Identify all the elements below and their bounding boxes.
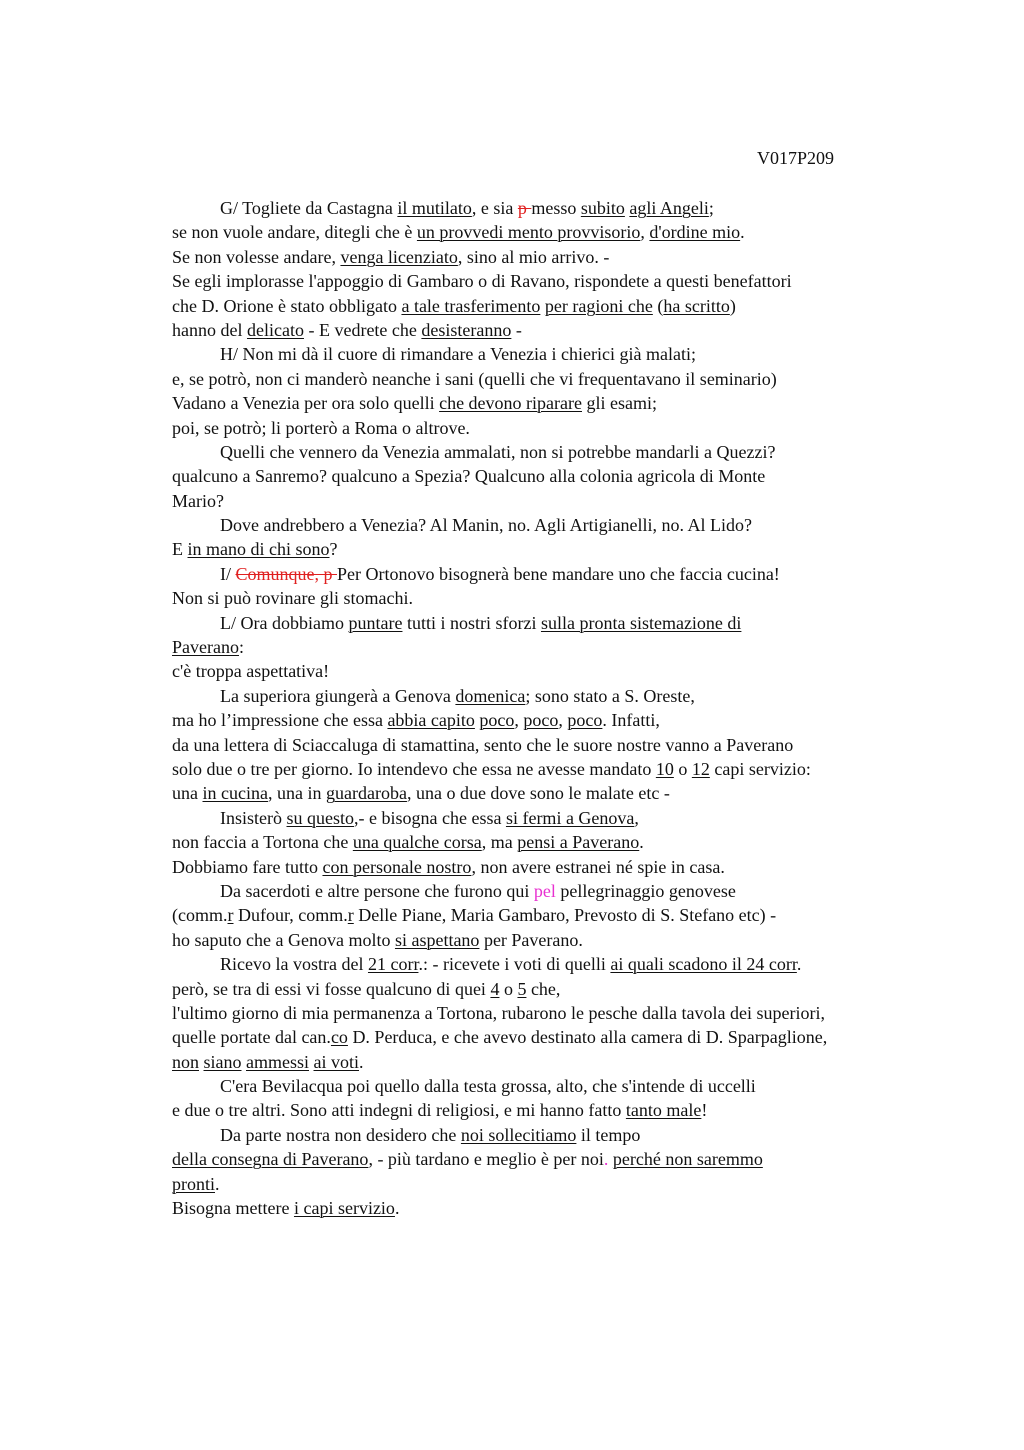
text-line: e due o tre altri. Sono atti indegni di religiosi, e mi hanno fatto tanto male!	[172, 1100, 708, 1121]
text-line: Quelli che vennero da Venezia ammalati, non si potrebbe mandarli a Quezzi?	[220, 441, 776, 462]
text-line: non siano ammessi ai voti.	[172, 1051, 364, 1072]
page-identifier: V017P209	[757, 148, 835, 168]
text-line: e, se potrò, non ci manderò neanche i sani (quelli che vi frequentavano il seminario)	[172, 368, 777, 389]
text-line: H/ Non mi dà il cuore di rimandare a Venezia i chierici già malati;	[220, 344, 696, 365]
text-line: l'ultimo giorno di mia permanenza a Tortona, rubarono le pesche dalla tavola dei superiori,	[172, 1002, 825, 1023]
text-line: poi, se potrò; li porterò a Roma o altrove.	[172, 417, 470, 438]
text-line: C'era Bevilacqua poi quello dalla testa grossa, alto, che s'intende di uccelli	[220, 1076, 756, 1097]
text-line: ho saputo che a Genova molto si aspettano per Paverano.	[172, 929, 583, 950]
text-line: G/ Togliete da Castagna il mutilato, e sia p messo subito agli Angeli;	[220, 198, 714, 218]
highlighted-text: .	[603, 1149, 609, 1170]
text-line: Insisterò su questo,- e bisogna che essa si fermi a Genova,	[220, 807, 639, 828]
text-line: che D. Orione è stato obbligato a tale trasferimento per ragioni che (ha scritto)	[172, 295, 736, 316]
text-line: ma ho l’impressione che essa abbia capito poco, poco, poco. Infatti,	[172, 710, 660, 731]
text-line: La superiora giungerà a Genova domenica; sono stato a S. Oreste,	[220, 685, 695, 706]
text-line: Paverano:	[172, 637, 244, 658]
text-line: E in mano di chi sono?	[172, 539, 338, 560]
text-line: non faccia a Tortona che una qualche corsa, ma pensi a Paverano.	[172, 832, 644, 853]
text-line: L/ Ora dobbiamo puntare tutti i nostri sforzi sulla pronta sistemazione di	[220, 612, 742, 633]
text-line: Dove andrebbero a Venezia? Al Manin, no. Agli Artigianelli, no. Al Lido?	[220, 515, 753, 536]
text-line: Ricevo la vostra del 21 corr.: - ricevete i voti di quelli ai quali scadono il 24 corr.	[220, 954, 802, 975]
text-line: però, se tra di essi vi fosse qualcuno di quei 4 o 5 che,	[172, 978, 561, 999]
text-line: Non si può rovinare gli stomachi.	[172, 588, 413, 609]
text-line: Mario?	[172, 490, 224, 511]
text-line: da una lettera di Sciaccaluga di stamattina, sento che le suore nostre vanno a Paverano	[172, 734, 794, 755]
text-line: se non vuole andare, ditegli che è un provvedi mento provvisorio, d'ordine mio.	[172, 222, 745, 243]
highlighted-text: pel	[533, 880, 556, 901]
text-line: quelle portate dal can.co D. Perduca, e che avevo destinato alla camera di D. Sparpaglione,	[172, 1027, 828, 1048]
text-line: Da parte nostra non desidero che noi sollecitiamo il tempo	[220, 1124, 641, 1145]
text-line: (comm.r Dufour, comm.r Delle Piane, Maria Gambaro, Prevosto di S. Stefano etc) -	[172, 905, 777, 926]
text-line: una in cucina, una in guardaroba, una o due dove sono le malate etc -	[172, 783, 670, 804]
text-line: pronti.	[172, 1173, 220, 1194]
text-line: qualcuno a Sanremo? qualcuno a Spezia? Qualcuno alla colonia agricola di Monte	[172, 466, 766, 487]
text-line: hanno del delicato - E vedrete che desisteranno -	[172, 319, 522, 340]
text-line: Da sacerdoti e altre persone che furono qui pel pellegrinaggio genovese	[220, 880, 736, 901]
text-line: Bisogna mettere i capi servizio.	[172, 1198, 400, 1219]
deleted-text: Comunque, p	[235, 563, 337, 584]
deleted-text: p	[517, 198, 532, 218]
text-line: Dobbiamo fare tutto con personale nostro, non avere estranei né spie in casa.	[172, 856, 725, 877]
text-line: Vadano a Venezia per ora solo quelli che devono riparare gli esami;	[172, 393, 657, 414]
text-line: Se non volesse andare, venga licenziato, sino al mio arrivo. -	[172, 246, 610, 267]
text-line: I/ Comunque, p Per Ortonovo bisognerà bene mandare uno che faccia cucina!	[220, 563, 780, 584]
text-line: c'è troppa aspettativa!	[172, 661, 330, 682]
text-line: della consegna di Paverano, - più tardano e meglio è per noi. perché non saremmo	[172, 1149, 763, 1170]
text-line: solo due o tre per giorno. Io intendevo che essa ne avesse mandato 10 o 12 capi servizio:	[172, 758, 811, 779]
text-line: Se egli implorasse l'appoggio di Gambaro o di Ravano, rispondete a questi benefattori	[172, 271, 792, 292]
letter-body	[172, 196, 932, 1220]
